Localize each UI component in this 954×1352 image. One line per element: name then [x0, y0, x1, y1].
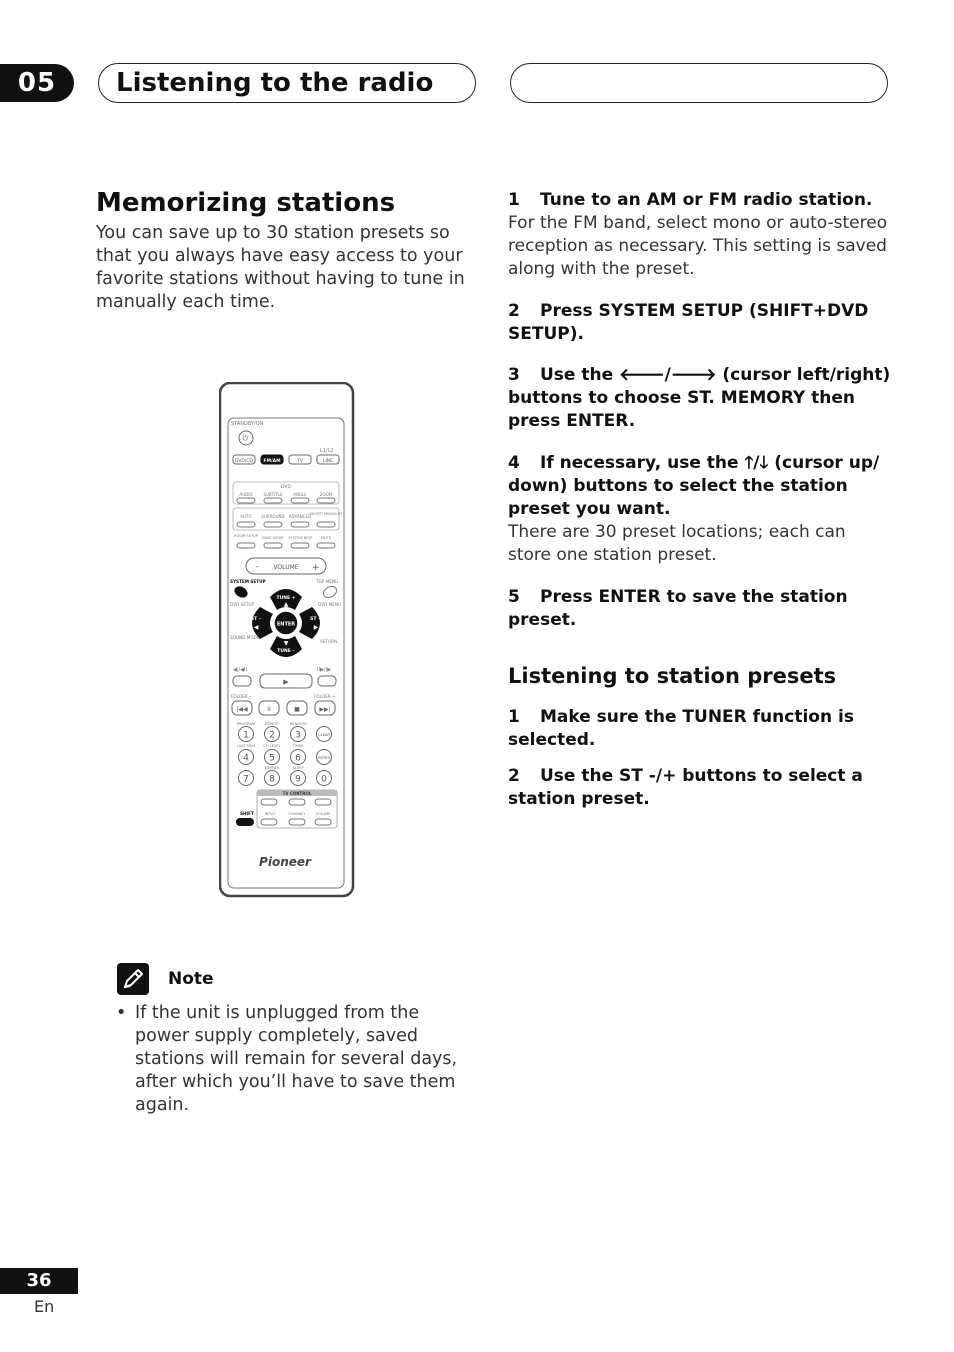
step-1-number: 1	[508, 190, 520, 210]
random-label: RANDOM	[289, 722, 307, 726]
subtitle-label: SUBTITLE	[263, 492, 283, 497]
tv-control-label: TV CONTROL	[282, 791, 312, 796]
angle-label: ANGLE	[293, 492, 307, 497]
preset-step-2-text: Use the ST -/+ buttons to select a station preset.	[508, 766, 863, 809]
subtitle-button[interactable]	[264, 498, 282, 503]
mute-label: MUTE	[320, 536, 332, 540]
enter-small-label: ENTER	[318, 756, 330, 760]
pioneer-logo: Pioneer	[259, 855, 311, 869]
mute-button[interactable]	[317, 543, 335, 548]
step-5-text: Press ENTER to save the station preset.	[508, 587, 848, 630]
step-3-text: (cursor left/right) buttons to choose ST. MEMORY then press ENTER.	[508, 365, 891, 431]
clear-label: CLEAR	[318, 733, 330, 737]
l1l2-label: L1/L2	[320, 448, 334, 454]
section-title-presets: Listening to station presets	[508, 664, 837, 688]
tv-power-button[interactable]	[261, 799, 277, 805]
shift-button[interactable]	[236, 818, 254, 826]
folder-plus-label: FOLDER +	[314, 694, 336, 699]
number-2-label: 2	[269, 730, 275, 741]
volume-minus: –	[255, 562, 259, 571]
system-disp-label: SYSTEM DISP	[288, 536, 312, 540]
section-title-memorizing: Memorizing stations	[96, 188, 396, 218]
step-4-number: 4	[508, 453, 520, 473]
dvd-menu-label: DVD MENU	[318, 602, 342, 607]
number-6-label: 6	[295, 753, 301, 764]
step-4-pre: If necessary, use the	[540, 453, 739, 473]
rewind-icon: |◀◀	[236, 706, 248, 713]
return-label: RETURN	[320, 639, 338, 644]
room-setup-label: ROOM SETUP	[234, 534, 258, 538]
step-1	[508, 189, 893, 212]
preset-step-1-text: Make sure the TUNER function is selected.	[508, 707, 854, 750]
st-plus-label: ST +	[310, 617, 322, 622]
step-4-text: (cursor up/ down) buttons to select the station preset you want.	[508, 453, 880, 519]
step-5	[508, 586, 893, 632]
step-1-text: Tune to an AM or FM radio station.	[540, 190, 873, 210]
enter-label: ENTER	[276, 621, 296, 628]
system-disp-button[interactable]	[291, 543, 309, 548]
remote-control-illustration	[219, 382, 355, 902]
fm-am-label: FM/AM	[263, 459, 281, 464]
tune-minus-label: TUNE –	[277, 649, 295, 654]
preset-step-1-number: 1	[508, 707, 520, 727]
step-back-button[interactable]	[233, 676, 251, 686]
surround-label: SURROUND	[261, 514, 285, 519]
tv-volume-up-button[interactable]	[315, 799, 331, 805]
audio-button[interactable]	[237, 498, 255, 503]
step-2	[508, 300, 893, 346]
system-setup-label: SYSTEM SETUP	[230, 579, 266, 584]
note-bullet: •	[116, 1003, 127, 1023]
dvd-group-label: DVD	[281, 485, 291, 490]
preset-step-1	[508, 706, 893, 752]
sleep-label: SLEEP	[292, 766, 304, 770]
step-5-number: 5	[508, 587, 520, 607]
tv-channel-up-button[interactable]	[289, 799, 305, 805]
st-minus-label: ST –	[250, 617, 262, 622]
number-9-label: 9	[295, 774, 301, 785]
number-1-label: 1	[243, 730, 249, 741]
dimmer-label: DIMMER	[264, 766, 280, 770]
timer-label: TIMER	[292, 744, 304, 748]
note-text: If the unit is unplugged from the power supply completely, saved stations will remain for several days, after which you’ll have to save them again.	[135, 1003, 458, 1115]
note-label: Note	[168, 969, 214, 989]
remote-svg	[219, 382, 355, 898]
tv-channel-down-button[interactable]	[289, 819, 305, 825]
step-4	[508, 452, 893, 521]
tv-label: TV	[297, 459, 303, 464]
cursor-up-down-icon: 🡑/🡓	[744, 453, 769, 473]
header-blank-frame	[510, 63, 888, 103]
preset-step-2	[508, 765, 893, 811]
arrow-down-icon: ▼	[283, 640, 289, 647]
short-midnight-label: SHORT/ MIDNIGHT	[309, 512, 343, 516]
tv-volume-label: VOLUME	[315, 812, 331, 816]
chapter-number-badge: 05	[0, 64, 74, 102]
number-4-label: 4	[243, 753, 249, 764]
advanced-button[interactable]	[291, 522, 309, 527]
prev-frame-icon: ◀|/◀II	[233, 667, 248, 673]
room-setup-button[interactable]	[237, 543, 255, 548]
step-3	[508, 364, 893, 433]
number-8-label: 8	[269, 774, 275, 785]
auto-label: AUTO	[240, 514, 252, 519]
audio-label: AUDIO	[239, 492, 253, 497]
ch-level-label: CH LEVEL	[263, 744, 281, 748]
bass-mode-button[interactable]	[264, 543, 282, 548]
arrow-left-icon: ◀	[253, 624, 259, 631]
language-code: En	[34, 1297, 55, 1316]
number-3-label: 3	[295, 730, 301, 741]
play-icon: ▶	[283, 678, 289, 686]
cursor-left-right-icon: 🡐/🡒	[619, 365, 717, 385]
dvd-setup-label: DVD SETUP	[230, 602, 255, 607]
fast-forward-icon: ▶▶|	[319, 706, 331, 713]
volume-plus: +	[312, 563, 320, 573]
repeat-label: REPEAT	[265, 722, 279, 726]
top-menu-label: TOP MENU	[316, 579, 339, 584]
arrow-right-icon: ▶	[313, 624, 319, 631]
folder-minus-label: FOLDER –	[231, 694, 252, 699]
chapter-title: Listening to the radio	[116, 68, 434, 98]
step-3-number: 3	[508, 365, 520, 385]
bass-mode-label: BASS MODE	[262, 536, 284, 540]
shift-label: SHIFT	[240, 811, 254, 816]
surround-button[interactable]	[264, 522, 282, 527]
preset-step-2-number: 2	[508, 766, 520, 786]
zoom-label: ZOOM	[319, 492, 333, 497]
step-2-text: Press SYSTEM SETUP (SHIFT+DVD SETUP).	[508, 301, 869, 344]
power-icon: ⏻	[242, 434, 249, 443]
step-3-pre: Use the	[540, 365, 614, 385]
advanced-label: ADVANCED	[288, 514, 312, 519]
number-0-label: 0	[321, 774, 327, 785]
pause-icon: II	[267, 706, 271, 713]
step-1-body: For the FM band, select mono or auto-stereo reception as necessary. This setting is saved along with the preset.	[508, 213, 888, 279]
midnight-button[interactable]	[317, 522, 335, 527]
note-pencil-icon	[117, 963, 149, 995]
tv-volume-down-button[interactable]	[315, 819, 331, 825]
step-2-number: 2	[508, 301, 520, 321]
line-label: LINE	[322, 459, 334, 464]
zoom-button[interactable]	[317, 498, 335, 503]
next-frame-icon: II▶/|▶	[317, 667, 332, 673]
number-5-label: 5	[269, 753, 275, 764]
angle-button[interactable]	[291, 498, 309, 503]
auto-button[interactable]	[237, 522, 255, 527]
arrow-up-icon: ▲	[283, 601, 289, 608]
step-forward-button[interactable]	[318, 676, 336, 686]
dvd-cd-label: DVD/CD	[234, 459, 254, 464]
tune-plus-label: TUNE +	[276, 596, 296, 601]
page-number: 36	[0, 1268, 78, 1294]
tv-channel-label: CHANNEL	[288, 812, 306, 816]
tv-input-label: INPUT	[264, 812, 276, 816]
number-7-label: 7	[243, 774, 249, 785]
tv-input-button[interactable]	[261, 819, 277, 825]
step-4-body: There are 30 preset locations; each can store one station preset.	[508, 522, 846, 565]
program-label: PROGRAM	[236, 722, 256, 726]
volume-label: VOLUME	[273, 564, 299, 571]
stop-icon: ■	[294, 706, 300, 713]
standby-label: STANDBY/ON	[231, 421, 264, 427]
sound-mode-label: SOUND MODE	[230, 635, 260, 640]
intro-paragraph: You can save up to 30 station presets so that you always have easy access to your favorite stations without having to tune in manually each time.	[96, 223, 465, 312]
last-mem-label: LAST MEM	[236, 744, 256, 748]
